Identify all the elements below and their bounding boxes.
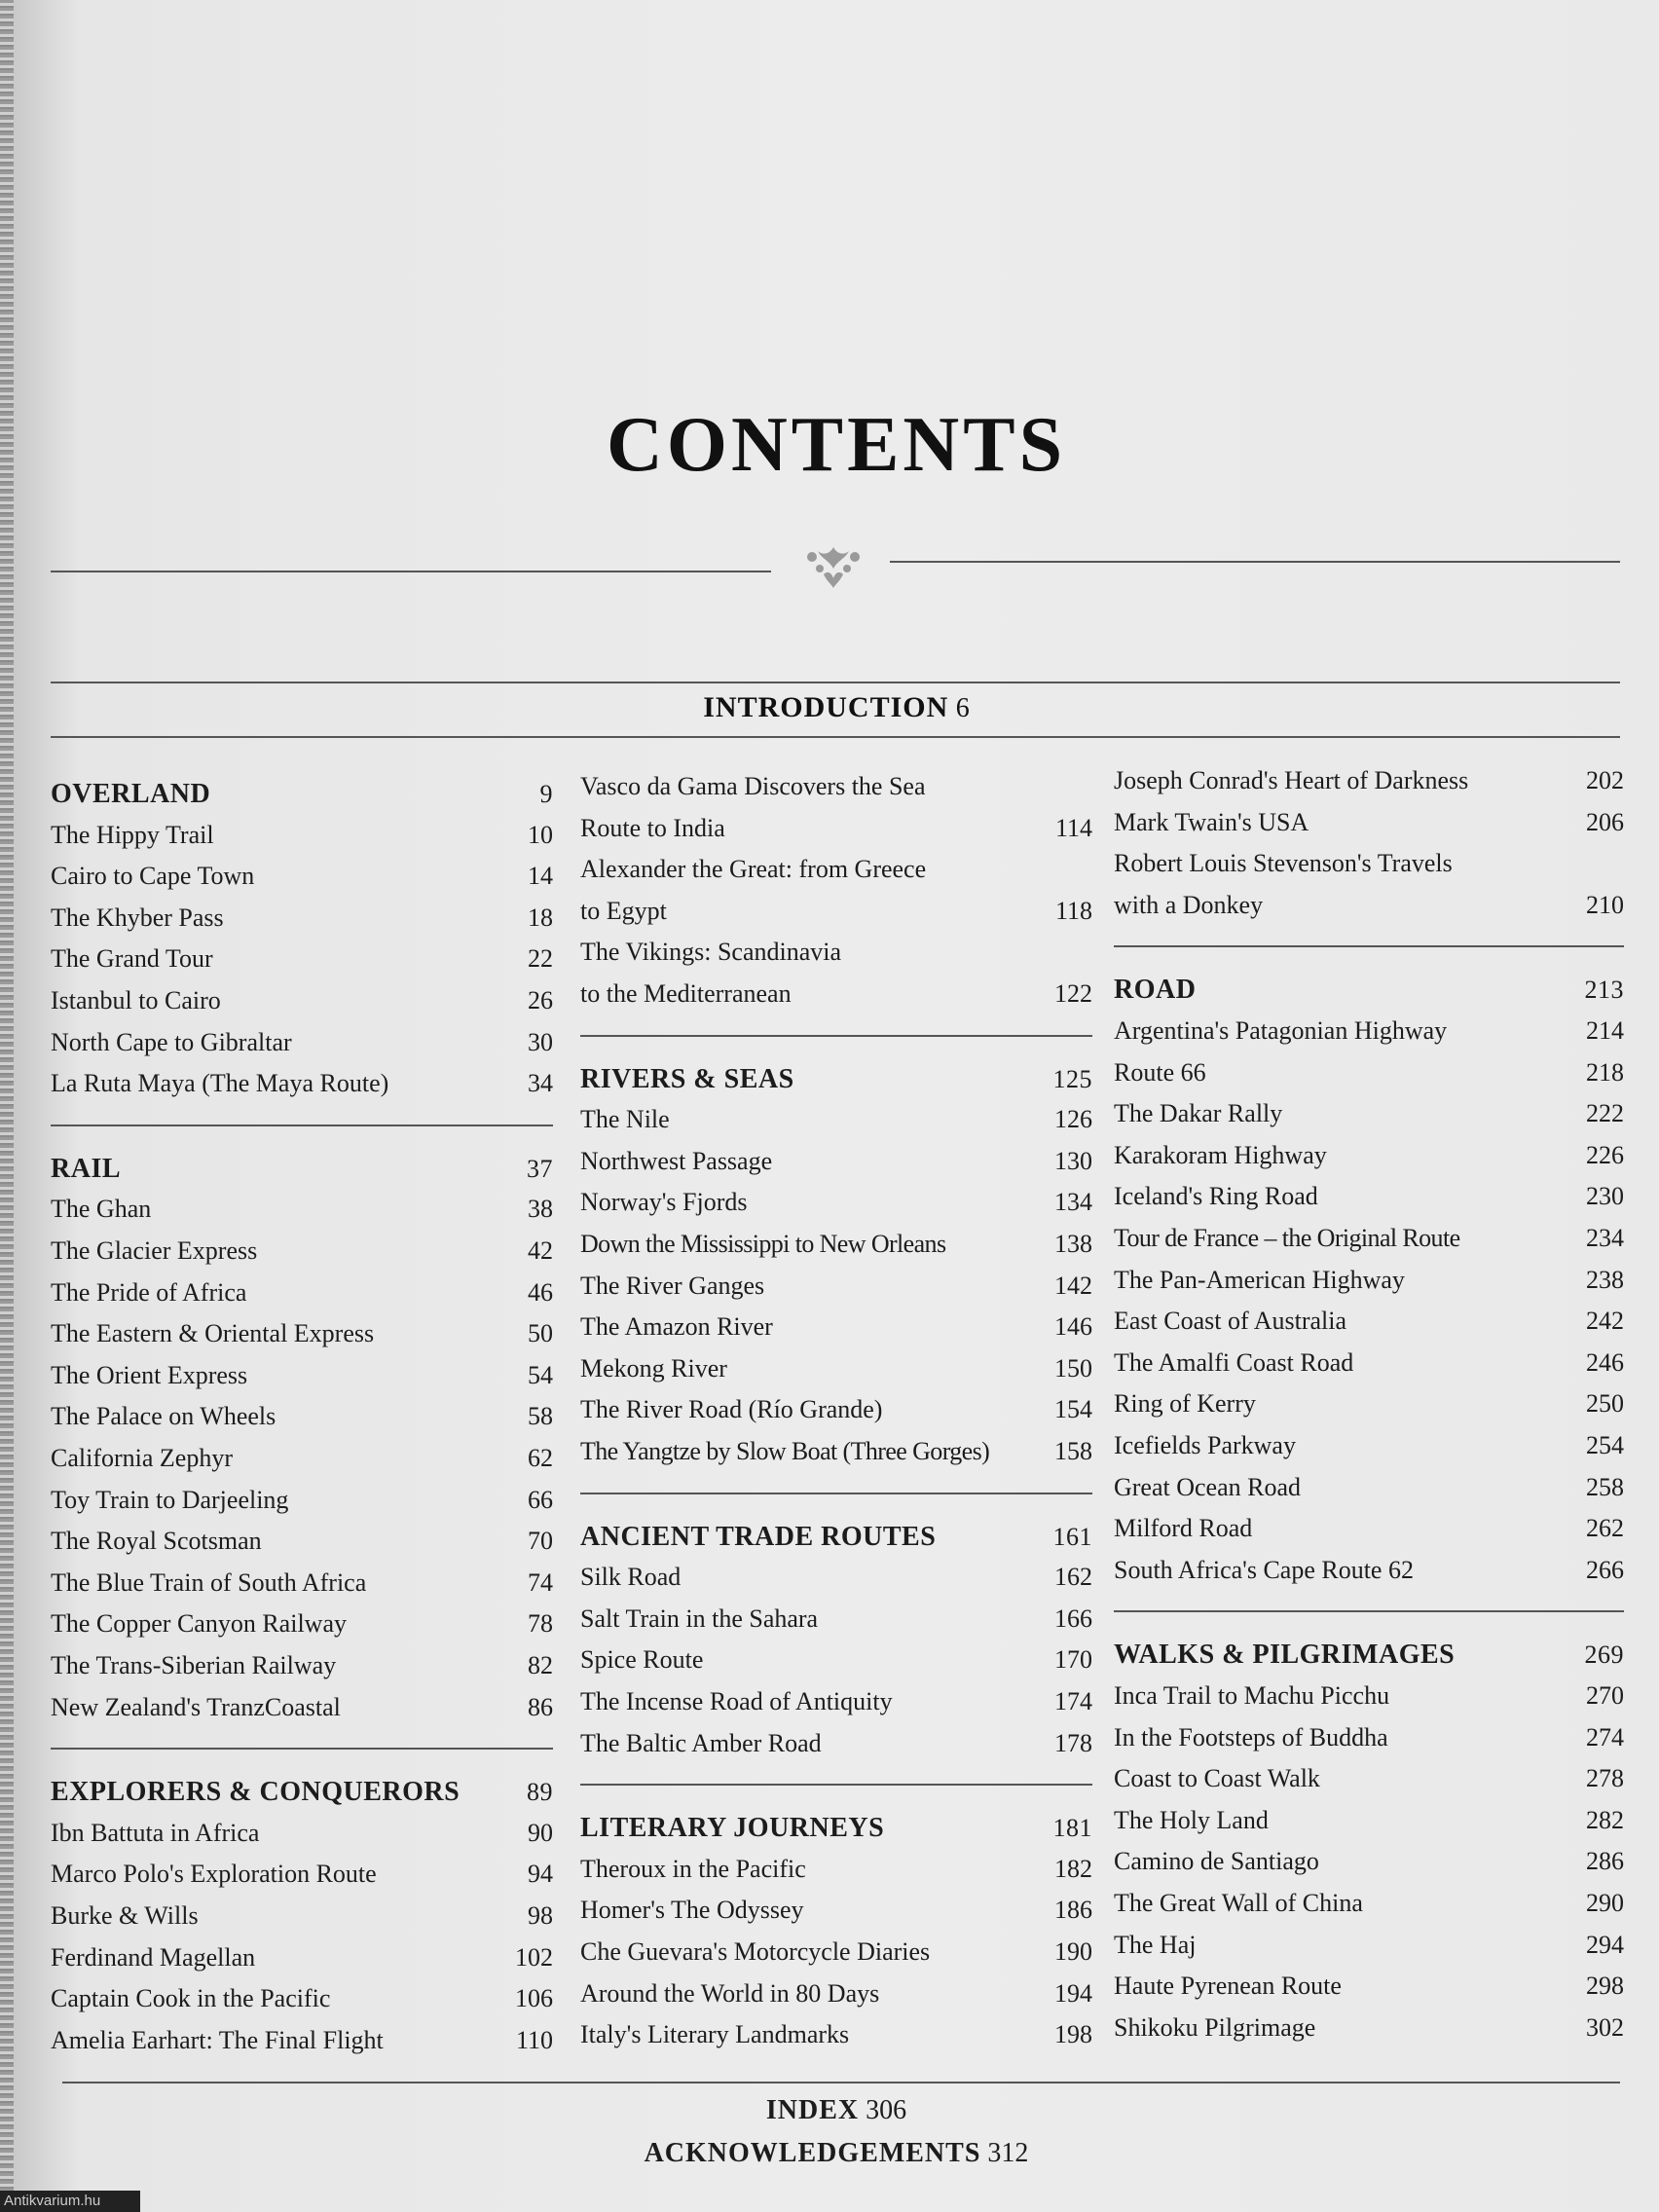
page-number: 246 <box>1586 1347 1624 1377</box>
entry-title: Theroux in the Pacific <box>580 1854 806 1883</box>
page-number: 142 <box>1054 1271 1092 1300</box>
contents-entry <box>580 1855 1092 1894</box>
entry-title: Ring of Kerry <box>1114 1389 1256 1419</box>
contents-entry <box>1114 1307 1624 1346</box>
entry-title: Northwest Passage <box>580 1146 773 1175</box>
entry-title: The Pan-American Highway <box>1114 1265 1405 1294</box>
page-number: 89 <box>527 1778 553 1807</box>
entry-title: Karakoram Highway <box>1114 1140 1327 1169</box>
contents-entry <box>51 1651 553 1690</box>
contents-entry <box>1114 1266 1624 1305</box>
intro-rule-bottom <box>51 736 1620 738</box>
contents-entry <box>51 1693 553 1732</box>
contents-entry <box>580 897 1092 936</box>
page-number: 181 <box>1052 1814 1092 1843</box>
page-number: 86 <box>528 1692 553 1721</box>
entry-title: Norway's Fjords <box>580 1188 748 1217</box>
page-number: 122 <box>1054 979 1092 1008</box>
entry-title: The Royal Scotsman <box>51 1527 262 1556</box>
entry-title: Alexander the Great: from Greece <box>580 855 927 884</box>
section-heading <box>580 1522 1092 1561</box>
contents-entry <box>51 2026 553 2065</box>
page-number: 250 <box>1586 1389 1624 1419</box>
entry-title: The Palace on Wheels <box>51 1402 276 1431</box>
contents-entry <box>1114 2013 1624 2052</box>
entry-title: The Orient Express <box>51 1360 248 1389</box>
entry-title: New Zealand's TranzCoastal <box>51 1692 341 1721</box>
contents-entry <box>580 1645 1092 1684</box>
section-title: RIVERS & SEAS <box>580 1063 794 1094</box>
page-number: 22 <box>528 944 553 974</box>
entry-title: Robert Louis Stevenson's Travels <box>1114 849 1453 878</box>
page-number: 166 <box>1054 1604 1092 1633</box>
entry-title: Marco Polo's Exploration Route <box>51 1860 377 1889</box>
entry-title: Tour de France – the Original Route <box>1114 1224 1460 1252</box>
page-number: 90 <box>528 1818 553 1847</box>
entry-title: The Dakar Rally <box>1114 1099 1283 1128</box>
entry-title: to Egypt <box>580 896 667 925</box>
contents-page <box>14 0 1659 2212</box>
page-number: 194 <box>1054 1978 1092 2008</box>
entry-title: Burke & Wills <box>51 1901 199 1930</box>
contents-entry <box>51 1568 553 1607</box>
contents-entry <box>1114 1556 1624 1595</box>
entry-title: The Ghan <box>51 1195 152 1224</box>
contents-entry <box>1114 1141 1624 1180</box>
section-heading <box>51 1154 553 1193</box>
entry-title: Around the World in 80 Days <box>580 1978 880 2008</box>
contents-entry <box>51 986 553 1025</box>
page-number: 282 <box>1586 1805 1624 1834</box>
acknowledgements-label: ACKNOWLEDGEMENTS <box>644 2138 981 2168</box>
acknowledgements-page: 312 <box>987 2138 1029 2168</box>
page-number: 98 <box>528 1901 553 1930</box>
entry-title: Homer's The Odyssey <box>580 1896 804 1925</box>
section-title: ANCIENT TRADE ROUTES <box>580 1521 937 1552</box>
page-number: 190 <box>1054 1937 1092 1966</box>
page-number: 302 <box>1586 2012 1624 2042</box>
entry-title: The Holy Land <box>1114 1805 1269 1834</box>
contents-entry <box>1114 1389 1624 1428</box>
page-number: 222 <box>1586 1099 1624 1128</box>
page-number: 118 <box>1054 896 1092 925</box>
contents-entry <box>580 1188 1092 1227</box>
section-divider <box>580 1035 1092 1037</box>
section-title: LITERARY JOURNEYS <box>580 1813 885 1844</box>
book-spine <box>0 0 14 2212</box>
page-number: 18 <box>528 903 553 932</box>
entry-title: Coast to Coast Walk <box>1114 1764 1320 1793</box>
page-number: 186 <box>1054 1896 1092 1925</box>
footer-rule <box>62 2082 1620 2083</box>
entry-title: to the Mediterranean <box>580 979 792 1008</box>
page-number: 58 <box>528 1402 553 1431</box>
contents-entry <box>1114 1931 1624 1970</box>
contents-entry <box>580 1147 1092 1186</box>
entry-title: Inca Trail to Machu Picchu <box>1114 1681 1390 1710</box>
entry-title: The Amalfi Coast Road <box>1114 1347 1354 1377</box>
entry-title: Mark Twain's USA <box>1114 807 1309 836</box>
entry-title: with a Donkey <box>1114 890 1264 919</box>
contents-entry <box>580 1729 1092 1768</box>
index-page: 306 <box>866 2095 907 2125</box>
page-number: 170 <box>1054 1645 1092 1675</box>
entry-title: The Hippy Trail <box>51 820 214 849</box>
entry-title: The Baltic Amber Road <box>580 1728 822 1757</box>
entry-title: Salt Train in the Sahara <box>580 1604 819 1633</box>
entry-title: Great Ocean Road <box>1114 1472 1302 1501</box>
introduction-heading <box>14 691 1659 724</box>
page-number: 50 <box>528 1319 553 1348</box>
entry-title: Cairo to Cape Town <box>51 862 255 891</box>
contents-entry <box>51 1486 553 1525</box>
contents-entry <box>51 1444 553 1483</box>
section-title: WALKS & PILGRIMAGES <box>1114 1640 1456 1671</box>
page-number: 242 <box>1586 1307 1624 1336</box>
watermark: Antikvarium.hu <box>0 2191 140 2212</box>
contents-entry <box>51 1402 553 1441</box>
page-number: 125 <box>1052 1064 1092 1093</box>
section-divider <box>1114 1610 1624 1612</box>
contents-entry <box>1114 1182 1624 1221</box>
entry-title: California Zephyr <box>51 1444 233 1472</box>
contents-entry <box>580 1937 1092 1976</box>
page-number: 78 <box>528 1609 553 1639</box>
page-number: 286 <box>1586 1847 1624 1876</box>
contents-entry <box>1114 1972 1624 2010</box>
page-number: 294 <box>1586 1930 1624 1959</box>
entry-title: Shikoku Pilgrimage <box>1114 2012 1316 2042</box>
page-number: 270 <box>1586 1681 1624 1710</box>
index-line <box>14 2095 1659 2126</box>
entry-title: Ibn Battuta in Africa <box>51 1818 260 1847</box>
contents-entry <box>580 1272 1092 1310</box>
page-number: 37 <box>527 1154 553 1183</box>
entry-title: The Eastern & Oriental Express <box>51 1319 375 1348</box>
contents-entry <box>1114 1889 1624 1928</box>
page-number: 213 <box>1584 976 1624 1005</box>
contents-entry <box>1114 1764 1624 1803</box>
page-number: 262 <box>1586 1514 1624 1543</box>
page-number: 42 <box>528 1236 553 1265</box>
contents-entry <box>1114 766 1624 805</box>
entry-title: East Coast of Australia <box>1114 1307 1347 1336</box>
page-number: 258 <box>1586 1472 1624 1501</box>
page-number: 146 <box>1054 1312 1092 1342</box>
section-heading <box>51 779 553 818</box>
contents-entry <box>1114 1348 1624 1387</box>
entry-title: Captain Cook in the Pacific <box>51 1984 331 2013</box>
contents-entry <box>580 855 1092 894</box>
entry-title: Amelia Earhart: The Final Flight <box>51 2025 384 2054</box>
page-number: 150 <box>1054 1353 1092 1382</box>
entry-title: Milford Road <box>1114 1514 1253 1543</box>
section-divider <box>51 1748 553 1750</box>
section-divider <box>51 1124 553 1126</box>
page-number: 66 <box>528 1485 553 1514</box>
contents-entry <box>580 1604 1092 1643</box>
contents-entry <box>51 1361 553 1400</box>
page-number: 254 <box>1586 1431 1624 1459</box>
page-number: 206 <box>1586 807 1624 836</box>
page-number: 238 <box>1586 1265 1624 1294</box>
contents-entry <box>51 1984 553 2023</box>
contents-entry <box>1114 1514 1624 1553</box>
entry-title: Ferdinand Magellan <box>51 1942 256 1972</box>
entry-title: Joseph Conrad's Heart of Darkness <box>1114 766 1469 794</box>
entry-title: The Haj <box>1114 1930 1197 1959</box>
contents-entry <box>580 938 1092 977</box>
section-title: OVERLAND <box>51 779 211 809</box>
page-number: 62 <box>528 1444 553 1472</box>
entry-title: Italy's Literary Landmarks <box>580 2020 850 2049</box>
introduction-label: INTRODUCTION <box>703 691 949 723</box>
contents-entry <box>1114 1016 1624 1055</box>
section-title: RAIL <box>51 1153 122 1184</box>
section-heading <box>580 1064 1092 1103</box>
entry-title: Route to India <box>580 813 725 842</box>
index-label: INDEX <box>765 2095 860 2125</box>
contents-entry <box>51 1028 553 1067</box>
contents-entry <box>51 862 553 901</box>
contents-entry <box>51 1278 553 1317</box>
page-number: 174 <box>1054 1687 1092 1715</box>
contents-entry <box>1114 1806 1624 1845</box>
page-number: 10 <box>528 820 553 849</box>
entry-title: Down the Mississippi to New Orleans <box>580 1230 946 1258</box>
entry-title: The Amazon River <box>580 1312 773 1342</box>
contents-entry <box>1114 1681 1624 1720</box>
entry-title: Toy Train to Darjeeling <box>51 1485 289 1514</box>
entry-title: The Khyber Pass <box>51 903 224 932</box>
entry-title: Spice Route <box>580 1645 704 1675</box>
page-number: 110 <box>515 2025 553 2054</box>
contents-entry <box>1114 1224 1624 1263</box>
page-number: 30 <box>528 1027 553 1056</box>
page-number: 269 <box>1584 1641 1624 1670</box>
page-number: 34 <box>528 1069 553 1098</box>
page-number: 210 <box>1586 890 1624 919</box>
introduction-page: 6 <box>955 693 970 723</box>
entry-title: The River Road (Río Grande) <box>580 1395 883 1424</box>
page-number: 161 <box>1052 1522 1092 1551</box>
page-number: 126 <box>1054 1105 1092 1134</box>
page-number: 138 <box>1054 1230 1092 1258</box>
entry-title: Iceland's Ring Road <box>1114 1182 1318 1211</box>
entry-title: The Incense Road of Antiquity <box>580 1687 893 1715</box>
section-heading <box>1114 975 1624 1014</box>
page-number: 214 <box>1586 1016 1624 1045</box>
intro-rule-top <box>51 682 1620 683</box>
entry-title: The River Ganges <box>580 1271 765 1300</box>
contents-entry <box>580 1687 1092 1726</box>
contents-entry <box>580 2020 1092 2059</box>
page-number: 274 <box>1586 1722 1624 1751</box>
entry-title: The Copper Canyon Railway <box>51 1609 347 1639</box>
page-title: CONTENTS <box>606 402 1067 488</box>
section-heading <box>580 1813 1092 1852</box>
contents-entry <box>1114 1099 1624 1138</box>
page-number: 234 <box>1586 1224 1624 1252</box>
contents-entry <box>1114 849 1624 888</box>
contents-entry <box>580 814 1092 853</box>
contents-entry <box>580 979 1092 1018</box>
page-number: 178 <box>1054 1728 1092 1757</box>
page-number: 74 <box>528 1567 553 1597</box>
section-title: ROAD <box>1114 975 1197 1006</box>
page-number: 198 <box>1054 2020 1092 2049</box>
contents-entry <box>1114 1058 1624 1097</box>
contents-entry <box>51 1860 553 1899</box>
entry-title: Mekong River <box>580 1353 727 1382</box>
contents-entry <box>1114 1431 1624 1470</box>
page-number: 9 <box>539 780 553 808</box>
entry-title: The Grand Tour <box>51 944 213 974</box>
page-number: 26 <box>528 986 553 1014</box>
entry-title: The Vikings: Scandinavia <box>580 938 842 967</box>
contents-entry <box>51 944 553 983</box>
contents-entry <box>1114 808 1624 847</box>
entry-title: Istanbul to Cairo <box>51 986 221 1014</box>
section-title: EXPLORERS & CONQUERORS <box>51 1777 461 1808</box>
contents-entry <box>580 772 1092 811</box>
contents-entry <box>51 1527 553 1566</box>
entry-title: South Africa's Cape Route 62 <box>1114 1555 1414 1584</box>
page-number: 202 <box>1586 766 1624 794</box>
page-number: 130 <box>1054 1146 1092 1175</box>
entry-title: La Ruta Maya (The Maya Route) <box>51 1069 389 1098</box>
acknowledgements-line <box>14 2138 1659 2169</box>
page-number: 298 <box>1586 1972 1624 2001</box>
contents-entry <box>580 1354 1092 1393</box>
contents-entry <box>580 1395 1092 1434</box>
section-divider <box>1114 945 1624 947</box>
contents-entry <box>580 1437 1092 1476</box>
page-number: 54 <box>528 1360 553 1389</box>
entry-title: Vasco da Gama Discovers the Sea <box>580 772 926 800</box>
page-number: 290 <box>1586 1889 1624 1917</box>
entry-title: Icefields Parkway <box>1114 1431 1296 1459</box>
contents-entry <box>580 1563 1092 1602</box>
contents-entry <box>51 1819 553 1858</box>
contents-entry <box>51 1943 553 1982</box>
entry-title: The Great Wall of China <box>1114 1889 1363 1917</box>
entry-title: Route 66 <box>1114 1057 1206 1087</box>
page-number: 46 <box>528 1277 553 1307</box>
contents-entry <box>51 1609 553 1648</box>
contents-entry <box>1114 1473 1624 1512</box>
page-number: 134 <box>1054 1188 1092 1217</box>
entry-title: The Nile <box>580 1105 670 1134</box>
contents-entry <box>51 1901 553 1940</box>
page-number: 114 <box>1054 813 1092 842</box>
entry-title: The Trans-Siberian Railway <box>51 1651 337 1679</box>
contents-entry <box>1114 891 1624 930</box>
page-number: 182 <box>1054 1854 1092 1883</box>
entry-title: Silk Road <box>580 1563 682 1592</box>
entry-title: The Blue Train of South Africa <box>51 1567 367 1597</box>
section-divider <box>580 1493 1092 1494</box>
contents-entry <box>1114 1723 1624 1762</box>
page-number: 38 <box>528 1195 553 1224</box>
page-number: 70 <box>528 1527 553 1556</box>
page-number: 266 <box>1586 1555 1624 1584</box>
entry-title: Che Guevara's Motorcycle Diaries <box>580 1937 931 1966</box>
page-number: 278 <box>1586 1764 1624 1793</box>
entry-title: The Yangtze by Slow Boat (Three Gorges) <box>580 1437 990 1465</box>
contents-entry <box>51 1319 553 1358</box>
section-heading <box>51 1777 553 1816</box>
page-number: 82 <box>528 1651 553 1679</box>
contents-entry <box>51 1069 553 1108</box>
contents-entry <box>1114 1847 1624 1886</box>
entry-title: The Glacier Express <box>51 1236 258 1265</box>
contents-entry <box>51 1236 553 1275</box>
page-number: 14 <box>528 862 553 891</box>
title-rule-right <box>890 561 1620 563</box>
entry-title: The Pride of Africa <box>51 1277 247 1307</box>
page-number: 106 <box>515 1984 553 2013</box>
page-number: 162 <box>1054 1563 1092 1592</box>
entry-title: North Cape to Gibraltar <box>51 1027 292 1056</box>
page-number: 218 <box>1586 1057 1624 1087</box>
entry-title: Haute Pyrenean Route <box>1114 1972 1342 2001</box>
contents-entry <box>580 1105 1092 1144</box>
section-divider <box>580 1784 1092 1786</box>
contents-entry <box>580 1312 1092 1351</box>
page-number: 154 <box>1054 1395 1092 1424</box>
contents-entry <box>580 1979 1092 2018</box>
page-number: 158 <box>1054 1437 1092 1465</box>
contents-entry <box>580 1230 1092 1269</box>
floral-ornament-icon <box>800 541 866 590</box>
contents-entry <box>580 1896 1092 1935</box>
entry-title: In the Footsteps of Buddha <box>1114 1722 1388 1751</box>
page-number: 94 <box>528 1860 553 1889</box>
entry-title: Argentina's Patagonian Highway <box>1114 1016 1448 1045</box>
page-number: 230 <box>1586 1182 1624 1211</box>
page-number: 226 <box>1586 1140 1624 1169</box>
section-heading <box>1114 1640 1624 1678</box>
contents-entry <box>51 821 553 860</box>
contents-entry <box>51 1195 553 1234</box>
entry-title: Camino de Santiago <box>1114 1847 1319 1876</box>
contents-entry <box>51 903 553 942</box>
page-number: 102 <box>515 1942 553 1972</box>
title-rule-left <box>51 571 771 572</box>
